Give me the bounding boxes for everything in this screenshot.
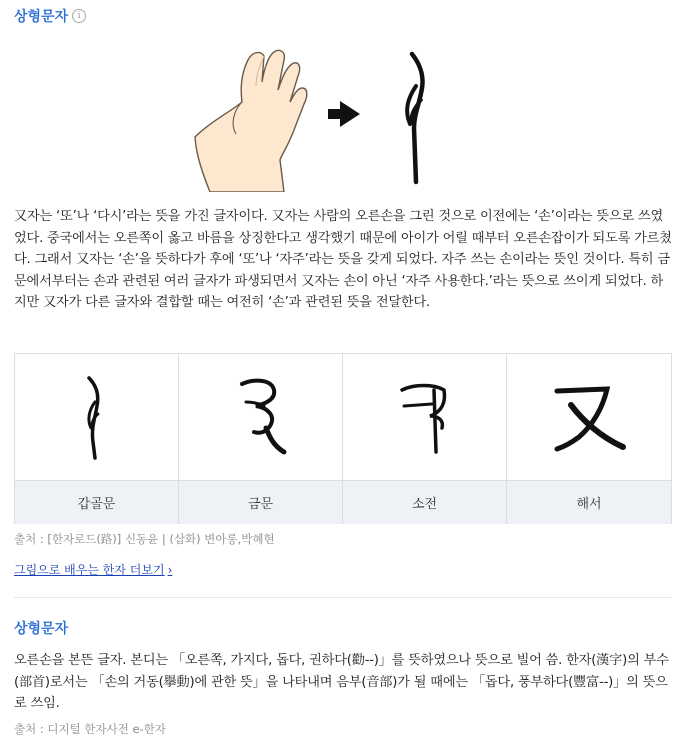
script-evolution-table xyxy=(14,353,672,524)
description-paragraph: 又자는 ‘또’나 ‘다시’라는 뜻을 가진 글자이다. 又자는 사람의 오른손을 그린 것으로 이전에는 ‘손’이라는 뜻으로 쓰였었다. 중국에서는 오른쪽이 옳고 바름을 상징한다고 생각했기 때문에 아이가 어릴 때부터 오른손잡이가 되도록 가르쳤다. 그래서 又자는 ‘손’을 뜻하다가 후에 ‘또’나 ‘자주’라는 뜻을 갖게 되었다. 자주 쓰는 손이라는 뜻인 것이다. 특히 금문에서부터는 손과 관련된 여러 글자가 파생되면서 又자는 손이 아닌 ‘자주 사용한다.’라는 뜻으로 쓰이게 되었다. 하지만 又자가 다른 글자와 결합할 때는 여전히 ‘손’과 관련된 뜻을 전달한다. xyxy=(14,209,672,310)
oracle-character-glyph xyxy=(407,54,422,182)
seal-cell xyxy=(343,354,507,480)
source-credit-2: 출처 : 디지털 한자사전 e-한자 xyxy=(14,722,166,736)
seal-glyph xyxy=(390,372,460,462)
chevron-right-icon: › xyxy=(167,562,173,577)
script-label: 갑골문 xyxy=(15,480,179,524)
script-label: 소전 xyxy=(343,480,507,524)
script-label: 금문 xyxy=(179,480,343,524)
regular-cell xyxy=(507,354,671,480)
bronze-cell xyxy=(179,354,343,480)
right-arrow-icon xyxy=(328,101,360,127)
section-divider xyxy=(14,597,672,598)
dictionary-paragraph: 오른손을 본뜬 글자. 본디는 「오른쪽, 가지다, 돕다, 권하다(勸--)」를 뜻하였으나 뜻으로 빌어 씀. 한자(漢字)의 부수(部首)로서는 「손의 거동(擧動)에 관한 뜻」을 나타내며 음부(音部)가 될 때에는 「돕다, 풍부하다(豐富--)」의 뜻으로 쓰임. xyxy=(14,653,669,711)
info-icon[interactable]: i xyxy=(72,9,86,23)
section-title-pictograph: 상형문자 i xyxy=(14,6,86,26)
oracle-bone-cell xyxy=(15,354,179,480)
source-credit: 출처 : [한자로드(路)] 신동윤 | (삽화) 변아롱,박혜현 xyxy=(14,532,275,546)
bronze-glyph xyxy=(226,372,296,462)
section-title-pictograph-2: 상형문자 xyxy=(14,621,69,637)
more-hanja-link[interactable]: 그림으로 배우는 한자 더보기 › xyxy=(14,562,173,577)
regular-glyph xyxy=(549,377,629,457)
hand-illustration xyxy=(195,50,307,192)
hand-to-character-illustration xyxy=(190,42,460,192)
oracle-bone-glyph xyxy=(67,372,127,462)
script-label: 해서 xyxy=(507,480,671,524)
